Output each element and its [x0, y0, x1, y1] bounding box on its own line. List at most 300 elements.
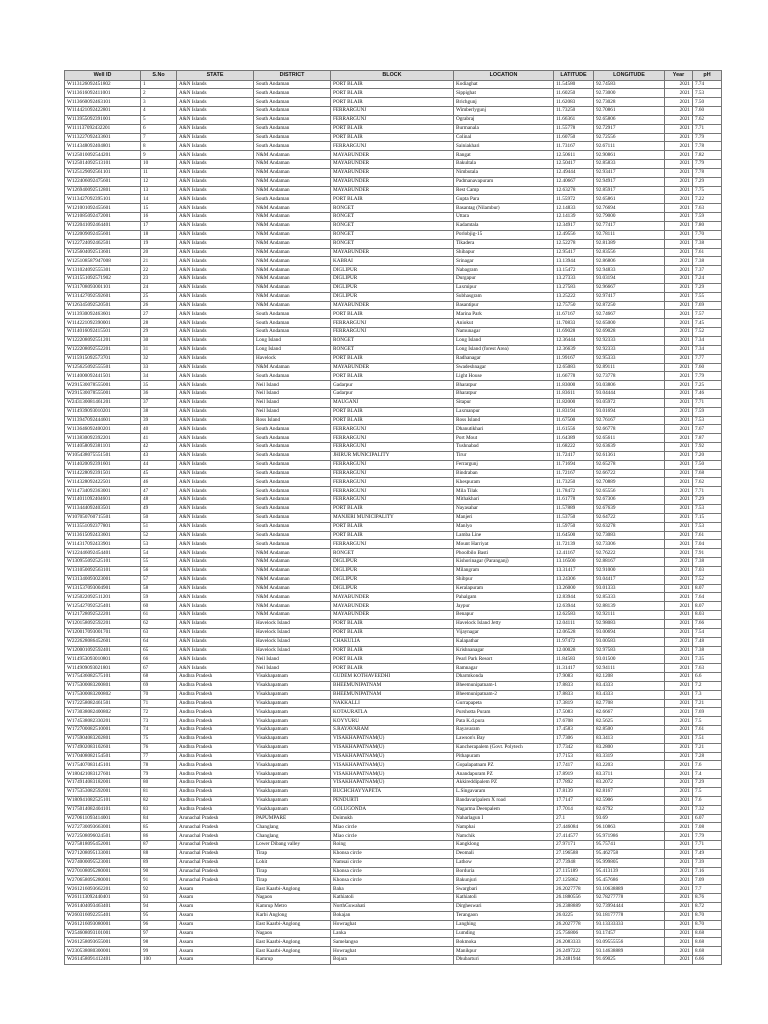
column-header-state: STATE — [177, 71, 254, 81]
cell-ph: 6.66 — [693, 956, 722, 965]
cell-latitude: 12.41167 — [554, 549, 594, 558]
cell-well-id: W113427092395101 — [65, 195, 141, 204]
cell-well-id: W131427092592601 — [65, 292, 141, 301]
cell-well-id: W261216093662201 — [65, 885, 141, 894]
cell-block: PORT BLAIR — [331, 80, 454, 89]
cell-state: A&N Islands — [177, 124, 254, 133]
cell-state: Andhra Pradesh — [177, 726, 254, 735]
cell-block: MANJERI MUNICIPALITY — [331, 513, 454, 522]
cell-district: PAPUMPARE — [254, 814, 331, 823]
cell-longitude: 92.66778 — [594, 425, 665, 434]
cell-district: South Andaman — [254, 460, 331, 469]
cell-state: Andhra Pradesh — [177, 752, 254, 761]
cell-sno: 60 — [141, 602, 177, 611]
cell-district: South Andaman — [254, 89, 331, 98]
cell-district: South Andaman — [254, 425, 331, 434]
cell-district: N&M Andaman — [254, 275, 331, 284]
cell-longitude: 92.92111 — [594, 611, 665, 620]
cell-location: Laxmanpur — [454, 407, 554, 416]
cell-sno: 84 — [141, 814, 177, 823]
cell-district: South Andaman — [254, 80, 331, 89]
cell-state: Andhra Pradesh — [177, 788, 254, 797]
cell-latitude: 12.65083 — [554, 363, 594, 372]
cell-latitude: 13.27583 — [554, 283, 594, 292]
cell-location: Brichgunj — [454, 98, 554, 107]
table-row — [65, 372, 722, 381]
cell-well-id: W105438075551501 — [65, 451, 141, 460]
cell-location: Benapur — [454, 611, 554, 620]
cell-ph: 7.50 — [693, 98, 722, 107]
cell-district: Lower Dibang valley — [254, 841, 331, 850]
cell-district: N&M Andaman — [254, 186, 331, 195]
cell-well-id: W131708093001101 — [65, 283, 141, 292]
cell-state: A&N Islands — [177, 487, 254, 496]
cell-year: 2021 — [665, 549, 693, 558]
cell-block: FERRARGUNJ — [331, 478, 454, 487]
cell-location: Shibapur — [454, 248, 554, 257]
cell-block: KOYYURU — [331, 717, 454, 726]
cell-longitude: 82.6792 — [594, 805, 665, 814]
cell-state: A&N Islands — [177, 266, 254, 275]
cell-well-id: W114909093021801 — [65, 664, 141, 673]
cell-state: A&N Islands — [177, 230, 254, 239]
cell-year: 2021 — [665, 522, 693, 531]
cell-longitude: 92.85833 — [594, 160, 665, 169]
cell-year: 2021 — [665, 168, 693, 177]
cell-latitude: 11.59750 — [554, 522, 594, 531]
cell-latitude: 11.64500 — [554, 531, 594, 540]
table-row — [65, 726, 722, 735]
table-row — [65, 566, 722, 575]
cell-year: 2021 — [665, 593, 693, 602]
cell-latitude: 12.75750 — [554, 301, 594, 310]
table-row — [65, 752, 722, 761]
cell-longitude: 82.6667 — [594, 708, 665, 717]
cell-latitude: 17.7014 — [554, 805, 594, 814]
cell-district: Visakhapatnam — [254, 788, 331, 797]
cell-well-id: W115915092573701 — [65, 354, 141, 363]
cell-block: Gadarpur — [331, 381, 454, 390]
column-header-ph: pH — [693, 71, 722, 81]
cell-district: South Andaman — [254, 451, 331, 460]
cell-block: S.RAYAVARAM — [331, 726, 454, 735]
column-header-district: DISTRICT — [254, 71, 331, 81]
cell-ph: 7.45 — [693, 319, 722, 328]
cell-location: Deomali — [454, 849, 554, 858]
cell-location: Havelock Island Jetty — [454, 619, 554, 628]
table-row — [65, 177, 722, 186]
cell-sno: 93 — [141, 894, 177, 903]
cell-state: A&N Islands — [177, 257, 254, 266]
cell-longitude: 92.65806 — [594, 115, 665, 124]
cell-ph: 7.35 — [693, 655, 722, 664]
cell-block: RONGET — [331, 345, 454, 354]
cell-well-id: W120001092592401 — [65, 646, 141, 655]
cell-latitude: 11.55778 — [554, 124, 594, 133]
table-row — [65, 664, 722, 673]
cell-well-id: W260316092255401 — [65, 911, 141, 920]
cell-sno: 89 — [141, 858, 177, 867]
cell-block: Gadarpur — [331, 390, 454, 399]
cell-sno: 61 — [141, 611, 177, 620]
cell-state: A&N Islands — [177, 513, 254, 522]
cell-block: FERRARGUNJ — [331, 443, 454, 452]
cell-block: Howraghat — [331, 920, 454, 929]
table-row — [65, 867, 722, 876]
cell-year: 2021 — [665, 761, 693, 770]
cell-well-id: W175407083145101 — [65, 761, 141, 770]
cell-state: A&N Islands — [177, 496, 254, 505]
cell-sno: 79 — [141, 770, 177, 779]
cell-block: VISAKHAPATNAM(U) — [331, 752, 454, 761]
cell-longitude: 92.92333 — [594, 345, 665, 354]
table-row — [65, 443, 722, 452]
cell-latitude: 11.71694 — [554, 460, 594, 469]
table-row — [65, 213, 722, 222]
cell-state: Arunachal Pradesh — [177, 876, 254, 885]
cell-ph: 7.6 — [693, 796, 722, 805]
cell-sno: 25 — [141, 292, 177, 301]
cell-ph: 7.29 — [693, 283, 722, 292]
cell-year: 2021 — [665, 469, 693, 478]
cell-well-id: W114011092404601 — [65, 496, 141, 505]
cell-location: Kathiatoli — [454, 894, 554, 903]
cell-state: A&N Islands — [177, 98, 254, 107]
cell-well-id: W122009092455601 — [65, 230, 141, 239]
cell-year: 2021 — [665, 805, 693, 814]
cell-district: N&M Andaman — [254, 213, 331, 222]
cell-state: A&N Islands — [177, 522, 254, 531]
cell-sno: 19 — [141, 239, 177, 248]
cell-sno: 10 — [141, 160, 177, 169]
cell-ph: 7.46 — [693, 390, 722, 399]
cell-well-id: W270611093414001 — [65, 814, 141, 823]
cell-year: 2021 — [665, 628, 693, 637]
cell-location: Gopalapatnam PZ — [454, 761, 554, 770]
cell-district: Ross Island — [254, 416, 331, 425]
cell-longitude: 95.971986 — [594, 832, 665, 841]
table-row — [65, 451, 722, 460]
cell-year: 2021 — [665, 310, 693, 319]
cell-ph: 7.29 — [693, 177, 722, 186]
cell-longitude: 92.85917 — [594, 186, 665, 195]
cell-state: Andhra Pradesh — [177, 770, 254, 779]
cell-year: 2021 — [665, 752, 693, 761]
cell-longitude: 92.88139 — [594, 602, 665, 611]
cell-block: PORT BLAIR — [331, 372, 454, 381]
cell-ph: 7.69 — [693, 301, 722, 310]
cell-latitude: 26.2481944 — [554, 956, 594, 965]
cell-year: 2021 — [665, 619, 693, 628]
cell-sno: 88 — [141, 849, 177, 858]
cell-district: Tirap — [254, 849, 331, 858]
cell-ph: 7.64 — [693, 593, 722, 602]
cell-district: Long Island — [254, 345, 331, 354]
cell-block: BHEEMUNIPATNAM — [331, 681, 454, 690]
cell-year: 2021 — [665, 248, 693, 257]
cell-latitude: 11.78472 — [554, 487, 594, 496]
cell-block: DIGLIPUR — [331, 266, 454, 275]
cell-block: PORT BLAIR — [331, 89, 454, 98]
cell-longitude: 92.97583 — [594, 646, 665, 655]
cell-sno: 27 — [141, 310, 177, 319]
table-row — [65, 275, 722, 284]
cell-district: Kamrup — [254, 956, 331, 965]
table-row — [65, 814, 722, 823]
cell-longitude: 91.69025 — [594, 956, 665, 965]
cell-longitude: 92.64722 — [594, 513, 665, 522]
cell-location: Bokmoka — [454, 938, 554, 947]
cell-well-id: W175300083200801 — [65, 681, 141, 690]
table-row — [65, 115, 722, 124]
cell-block: FERRARGUNJ — [331, 319, 454, 328]
cell-latitude: 13.27333 — [554, 275, 594, 284]
cell-ph: 7.53 — [693, 89, 722, 98]
cell-ph: 7.08 — [693, 823, 722, 832]
cell-sno: 99 — [141, 947, 177, 956]
cell-district: N&M Andaman — [254, 593, 331, 602]
cell-district: N&M Andaman — [254, 292, 331, 301]
cell-sno: 1 — [141, 80, 177, 89]
cell-sno: 29 — [141, 328, 177, 337]
cell-sno: 72 — [141, 708, 177, 717]
cell-district: N&M Andaman — [254, 239, 331, 248]
cell-sno: 67 — [141, 664, 177, 673]
cell-ph: 7.52 — [693, 575, 722, 584]
cell-state: A&N Islands — [177, 460, 254, 469]
cell-latitude: 12.63944 — [554, 602, 594, 611]
cell-district: N&M Andaman — [254, 558, 331, 567]
cell-sno: 11 — [141, 168, 177, 177]
cell-location: Manlyo — [454, 522, 554, 531]
cell-location: Colinal — [454, 133, 554, 142]
cell-latitude: 17.6708 — [554, 717, 594, 726]
cell-district: N&M Andaman — [254, 257, 331, 266]
cell-state: A&N Islands — [177, 646, 254, 655]
table-row — [65, 80, 722, 89]
cell-state: A&N Islands — [177, 619, 254, 628]
cell-longitude: 93.01694 — [594, 407, 665, 416]
cell-year: 2021 — [665, 734, 693, 743]
table-row — [65, 796, 722, 805]
cell-state: A&N Islands — [177, 248, 254, 257]
cell-location: Lathow — [454, 858, 554, 867]
cell-year: 2021 — [665, 363, 693, 372]
cell-latitude: 12.04111 — [554, 619, 594, 628]
cell-latitude: 13.16500 — [554, 558, 594, 567]
cell-longitude: 92.91000 — [594, 566, 665, 575]
cell-block: VISAKHAPATNAM(U) — [331, 770, 454, 779]
cell-sno: 100 — [141, 956, 177, 965]
cell-district: Visakhapatnam — [254, 779, 331, 788]
cell-latitude: 17.4583 — [554, 726, 594, 735]
cell-well-id: W113444092403501 — [65, 505, 141, 514]
cell-well-id: W271208095133001 — [65, 849, 141, 858]
cell-district: South Andaman — [254, 142, 331, 151]
cell-sno: 23 — [141, 275, 177, 284]
cell-ph: 7.61 — [693, 248, 722, 257]
cell-latitude: 12.49444 — [554, 168, 594, 177]
cell-sno: 85 — [141, 823, 177, 832]
cell-ph: 7.50 — [693, 460, 722, 469]
cell-location: Kalapathar — [454, 637, 554, 646]
cell-longitude: 92.78111 — [594, 230, 665, 239]
cell-longitude: 92.88167 — [594, 558, 665, 567]
cell-longitude: 95.75741 — [594, 841, 665, 850]
cell-year: 2021 — [665, 257, 693, 266]
cell-state: A&N Islands — [177, 575, 254, 584]
table-row — [65, 133, 722, 142]
cell-year: 2021 — [665, 699, 693, 708]
cell-latitude: 17.8833 — [554, 690, 594, 699]
cell-block: MAYABUNDER — [331, 611, 454, 620]
cell-latitude: 17.7342 — [554, 743, 594, 752]
cell-ph: 7.75 — [693, 186, 722, 195]
cell-well-id: W126940092512801 — [65, 186, 141, 195]
cell-state: A&N Islands — [177, 381, 254, 390]
cell-well-id: W113615092433601 — [65, 531, 141, 540]
cell-district: Visakhapatnam — [254, 726, 331, 735]
cell-sno: 81 — [141, 788, 177, 797]
cell-district: South Andaman — [254, 328, 331, 337]
cell-block: PORT BLAIR — [331, 522, 454, 531]
cell-block: Miao circle — [331, 823, 454, 832]
cell-block: Roing — [331, 841, 454, 850]
cell-state: A&N Islands — [177, 398, 254, 407]
cell-location: Tikadera — [454, 239, 554, 248]
cell-year: 2021 — [665, 451, 693, 460]
cell-sno: 36 — [141, 390, 177, 399]
table-row — [65, 849, 722, 858]
cell-block: VISAKHAPATNAM(U) — [331, 779, 454, 788]
cell-year: 2021 — [665, 779, 693, 788]
cell-ph: 7.61 — [693, 726, 722, 735]
cell-ph: 7.91 — [693, 549, 722, 558]
cell-year: 2021 — [665, 885, 693, 894]
cell-state: Assam — [177, 920, 254, 929]
cell-location: Ograbraj — [454, 115, 554, 124]
cell-district: South Andaman — [254, 522, 331, 531]
table-row — [65, 204, 722, 213]
cell-state: Andhra Pradesh — [177, 734, 254, 743]
cell-longitude: 92.94833 — [594, 266, 665, 275]
cell-ph: 7.6 — [693, 761, 722, 770]
cell-district: Havelock Island — [254, 637, 331, 646]
cell-longitude: 92.61361 — [594, 451, 665, 460]
cell-block: Bojara — [331, 956, 454, 965]
cell-district: Visakhapatnam — [254, 734, 331, 743]
cell-state: A&N Islands — [177, 628, 254, 637]
cell-latitude: 11.72167 — [554, 469, 594, 478]
cell-block: KABRAI — [331, 257, 454, 266]
cell-well-id: W120158092592201 — [65, 619, 141, 628]
cell-block: PORT BLAIR — [331, 646, 454, 655]
cell-ph: 7.09 — [693, 876, 722, 885]
cell-year: 2021 — [665, 381, 693, 390]
cell-well-id: W114020092391601 — [65, 460, 141, 469]
table-row — [65, 425, 722, 434]
cell-sno: 78 — [141, 761, 177, 770]
cell-ph: 7.71 — [693, 124, 722, 133]
cell-sno: 26 — [141, 301, 177, 310]
cell-block: DIGLIPUR — [331, 283, 454, 292]
cell-district: Visakhapatnam — [254, 699, 331, 708]
cell-state: A&N Islands — [177, 310, 254, 319]
cell-district: Havelock Island — [254, 628, 331, 637]
cell-block: MAYABUNDER — [331, 602, 454, 611]
cell-year: 2021 — [665, 858, 693, 867]
cell-location: Purshotta Puram — [454, 708, 554, 717]
cell-state: A&N Islands — [177, 637, 254, 646]
cell-sno: 57 — [141, 575, 177, 584]
cell-district: N&M Andaman — [254, 160, 331, 169]
table-body — [65, 80, 722, 964]
cell-year: 2021 — [665, 204, 693, 213]
cell-sno: 42 — [141, 443, 177, 452]
cell-block: RONGET — [331, 222, 454, 231]
cell-longitude: 96.10863 — [594, 823, 665, 832]
cell-longitude: 92.90861 — [594, 151, 665, 160]
cell-well-id: W270108095280001 — [65, 867, 141, 876]
cell-year: 2021 — [665, 602, 693, 611]
cell-district: Visakhapatnam — [254, 743, 331, 752]
cell-latitude: 27.125862 — [554, 876, 594, 885]
cell-longitude: 92.65611 — [594, 434, 665, 443]
cell-district: East Kaarbi-Anglong — [254, 920, 331, 929]
cell-district: Visakhapatnam — [254, 752, 331, 761]
cell-latitude: 11.66361 — [554, 115, 594, 124]
cell-location: Pearl Park Resort — [454, 655, 554, 664]
cell-longitude: 92.69028 — [594, 328, 665, 337]
cell-well-id: W121001092455601 — [65, 204, 141, 213]
table-row — [65, 398, 722, 407]
cell-latitude: 27.196588 — [554, 849, 594, 858]
cell-block: FERRARGUNJ — [331, 460, 454, 469]
cell-block: NorthGuwahati — [331, 902, 454, 911]
cell-year: 2021 — [665, 328, 693, 337]
cell-block: Bokajan — [331, 911, 454, 920]
cell-district: South Andaman — [254, 124, 331, 133]
cell-year: 2021 — [665, 664, 693, 673]
cell-location: Basantipur — [454, 301, 554, 310]
cell-location: Namphai — [454, 823, 554, 832]
cell-sno: 73 — [141, 717, 177, 726]
cell-state: A&N Islands — [177, 425, 254, 434]
cell-longitude: 92.65000 — [594, 319, 665, 328]
cell-district: South Andaman — [254, 469, 331, 478]
cell-block: RONGET — [331, 549, 454, 558]
cell-location: Pahalgam — [454, 593, 554, 602]
cell-district: South Andaman — [254, 531, 331, 540]
cell-district: Havelock — [254, 354, 331, 363]
cell-district: Karbi Anglong — [254, 911, 331, 920]
cell-latitude: 11.83611 — [554, 390, 594, 399]
cell-latitude: 13.26000 — [554, 584, 594, 593]
cell-sno: 74 — [141, 726, 177, 735]
cell-state: Andhra Pradesh — [177, 699, 254, 708]
cell-longitude: 92.76167 — [594, 416, 665, 425]
cell-location: Khespuram — [454, 478, 554, 487]
cell-district: Tirap — [254, 876, 331, 885]
cell-latitude: 11.66778 — [554, 372, 594, 381]
cell-sno: 56 — [141, 566, 177, 575]
cell-well-id: W114317092433901 — [65, 540, 141, 549]
cell-sno: 65 — [141, 646, 177, 655]
cell-well-id: W275818095452001 — [65, 841, 141, 850]
cell-ph: 7.5 — [693, 788, 722, 797]
cell-sno: 54 — [141, 549, 177, 558]
cell-well-id: W180421083127601 — [65, 770, 141, 779]
